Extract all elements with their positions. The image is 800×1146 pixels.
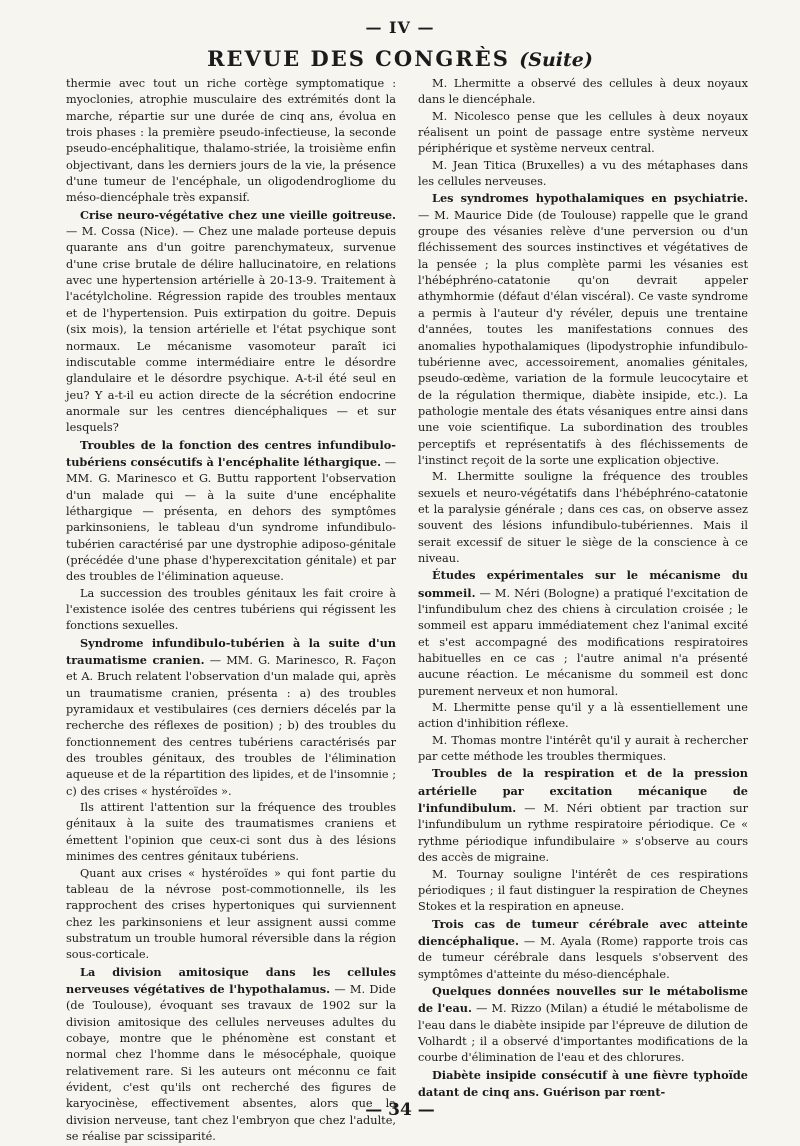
roman-page-number: — IV — [365,18,435,37]
paragraph [418,567,748,700]
right-column [418,76,748,1099]
section-heading: Études expérimentales sur le mécanisme du sommeil. [418,568,748,600]
paragraph [418,158,748,191]
paragraph-text: — MM. G. Marinesco et G. Buttu rapportent l'observation d'un malade qui — à la suite d'une encéphalite léthargique — présenta, en dehors des symptômes parkinsoniens, le tableau d'un syndrome infundibulo-tubérien caractérisé par une dystrophie adiposo-génitale (précédée d'une phase d'hyperexcitation génitale) et par des troubles de l'élimination aqueuse. [66,455,397,584]
paragraph-text: M. Jean Titica (Bruxelles) a vu des métaphases dans les cellules nerveuses. [418,158,748,189]
paragraph [66,866,396,964]
page-number: — 34 — [365,1100,435,1120]
paragraph-text: — M. Ayala (Rome) rapporte trois cas de tumeur cérébrale dans lesquels s'observent des symptômes d'atteinte du méso-diencéphale. [418,934,748,981]
section-heading: Troubles de la respiration et de la pression artérielle par excitation mécanique de l'infundibulum. [418,766,748,816]
paragraph-text: M. Lhermitte pense qu'il y a là essentiellement une action d'inhibition réflexe. [418,701,748,731]
running-title [0,46,800,71]
paragraph [418,109,748,158]
paragraph-text: M. Lhermitte a observé des cellules à deux noyaux dans le diencéphale. [418,77,748,107]
paragraph-text: — M. Néri obtient par traction sur l'infundibulum un rythme respiratoire périodique. Ce « rythme périodique infundibulaire » s'observe au cours des accès de migraine. [418,802,748,865]
paragraph [418,469,748,567]
paragraph-text: Ils attirent l'attention sur la fréquence des troubles génitaux à la suite des traumatismes craniens et émettent l'opinion que ceux-ci sont dus à des lésions minimes des centres génitaux tubériens. [66,801,396,864]
paragraph [66,586,396,635]
paragraph [66,800,396,865]
paragraph [66,437,396,586]
paragraph [66,207,396,437]
paragraph [418,765,748,866]
paragraph [418,983,748,1067]
section-heading: Syndrome infundibulo-tubérien à la suite d'un traumatisme cranien. [66,635,396,668]
paragraph-text: Quant aux crises « hystéroïdes » qui font partie du tableau de la névrose post-commotionnelle, ils les rapprochent des crises hypertoniques qui surviennent chez les parkinsoniens et leur assignent aussi comme substratum un trouble humoral réversible dans la région sous-corticale. [66,866,396,962]
section-heading: Trois cas de tumeur cérébrale avec atteinte diencéphalique. [418,916,748,948]
paragraph-text: M. Tournay souligne l'intérêt de ces respirations périodiques ; il faut distinguer la respiration de Cheynes Stokes et la respiration en apneuse. [418,867,748,914]
section-heading: La division amitosique dans les cellules nerveuses végétatives de l'hypothalamus. [66,964,396,996]
paragraph [418,916,748,983]
paragraph-text: M. Thomas montre l'intérêt qu'il y aurait à rechercher par cette méthode les troubles thermiques. [418,733,748,764]
paragraph [418,76,748,109]
paragraph-text: La succession des troubles génitaux les fait croire à l'existence isolée des centres tubériens qui régissent les fonctions sexuelles. [66,586,396,633]
paragraph-text: — M. Rizzo (Milan) a étudié le métabolisme de l'eau dans le diabète insipide par l'épreuve de dilution de Volhardt ; il a observé d'importantes modifications de la courbe d'élimination de l'eau et des chlorures. [418,1002,748,1065]
section-heading: Les syndromes hypothalamiques en psychiatrie. [432,191,748,206]
paragraph-text: — M. Cossa (Nice). — Chez une malade porteuse depuis quarante ans d'un goitre parenchymateux, survenue d'une crise brutale de délire hallucinatoire, en relations avec une hypertension artérielle à 20-13-9. Traitement à l'acétylcholine. Régression rapide des troubles mentaux et de l'hypertension. Puis extirpation du goitre. Depuis (six mois), la tension artérielle et l'état psychique sont normaux. Le mécanisme vasomoteur paraît ici indiscutable comme intermédiaire entre le désordre glandulaire et le désordre psychique. A-t-il été seul en jeu? Y a-t-il eu action directe de la sécrétion endocrine anormale sur les centres diencéphaliques — et sur lesquels? [66,225,396,435]
paragraph-text: — MM. G. Marinesco, R. Façon et A. Bruch relatent l'observation d'un malade qui, après un traumatisme cranien, présenta : a) des troubles pyramidaux et vestibulaires (ces derniers décelés par la recherche des réflexes de position) ; b) des troubles du fonctionnement des centres tubériens caractérisés par des troubles génitaux, des troubles de l'élimination aqueuse et de la répartition des lipides, et de l'insomnie ; c) des crises « hystéroïdes ». [66,654,396,798]
left-column [66,76,397,1143]
paragraph [418,733,748,766]
paragraph-text: thermie avec tout un riche cortège symptomatique : myoclonies, atrophie musculaire des extrémités dont la marche, répartie sur une durée de cinq ans, évolua en trois phases : la première pseudo-infectieuse, la seconde pseudo-encéphalitique, thalamo-striée, la troisième enfin objectivant, dans les derniers jours de la vie, la présence d'une tumeur de l'encéphale, un oligodendrogliome du méso-diencéphale très expansif. [66,77,396,205]
paragraph-text: M. Nicolesco pense que les cellules à deux noyaux réalisent un point de passage entre système nerveux périphérique et système nerveux central. [418,109,748,156]
section-heading: Troubles de la fonction des centres infundibulo-tubériens consécutifs à l'encéphalite léthargique. [66,437,396,469]
running-title-text: REVUE DES CONGRÈS [207,46,510,71]
section-heading: Quelques données nouvelles sur le métabolisme de l'eau. [418,983,748,1016]
paragraph-text: — M. Dide (de Toulouse), évoquant ses travaux de 1902 sur la division amitosique des cellules nerveuses adultes du cobaye, montre que le phénomène est constant et normal chez l'homme dans le mésocéphale, quoique relativement rare. Si les auteurs ont méconnu ce fait évident, c'est qu'ils ont recherché des figures de karyocinèse, effectivement absentes, alors que la division nerveuse, tant chez l'embryon que chez l'adulte, se réalise par scissiparité. [66,982,396,1143]
paragraph-text: M. Lhermitte souligne la fréquence des troubles sexuels et neuro-végétatifs dans l'hébéphréno-catatonie et la paralysie générale ; dans ces cas, on observe assez souvent des lésions infundibulo-tubériennes. Mais il serait excessif de situer le siège de la conscience à ce niveau. [418,470,748,565]
paragraph [66,635,396,800]
paragraph-text: — M. Maurice Dide (de Toulouse) rappelle que le grand groupe des vésanies relève d'une perversion ou d'un fléchissement des sources instinctives et végétatives de la pensée ; la plus complète parmi les vésanies est l'hébéphréno-catatonie qu'on devrait appeler athymhormie (défaut d'élan viscéral). Ce vaste syndrome a permis à l'auteur d'y révéler, depuis une trentaine d'années, toutes les manifestations connues des anomalies hypothalamiques (lipodystrophie infundibulo-tubérienne avec, accessoirement, anomalies génitales, pseudo-œdème, variation de la formule leucocytaire et de la régulation thermique, diabète insipide, etc.). La pathologie mentale des états vésaniques entre ainsi dans une voie scientifique. La subordination des troubles perceptifs et représentatifs à des fléchissements de l'instinct reçoit de la sorte une explication objective. [418,208,748,467]
paragraph [418,1067,748,1102]
section-heading: Diabète insipide consécutif à une fièvre typhoïde datant de cinq ans. Guérison par rœnt- [418,1067,748,1099]
running-title-suite: (Suite) [519,49,593,71]
section-heading: Crise neuro-végétative chez une vieille goitreuse. [80,207,396,222]
paragraph [418,700,748,733]
paragraph [418,867,748,916]
paragraph [418,190,748,469]
paragraph-text: — M. Néri (Bologne) a pratiqué l'excitation de l'infundibulum chez des chiens à circulation croisée ; le sommeil est apparu immédiatement chez l'animal excité et s'est accompagné des modifications respiratoires habituelles en ce cas ; l'autre animal n'a présenté aucune réaction. Le mécanisme du sommeil est donc purement nerveux et non humoral. [418,586,748,698]
paragraph [66,76,396,207]
